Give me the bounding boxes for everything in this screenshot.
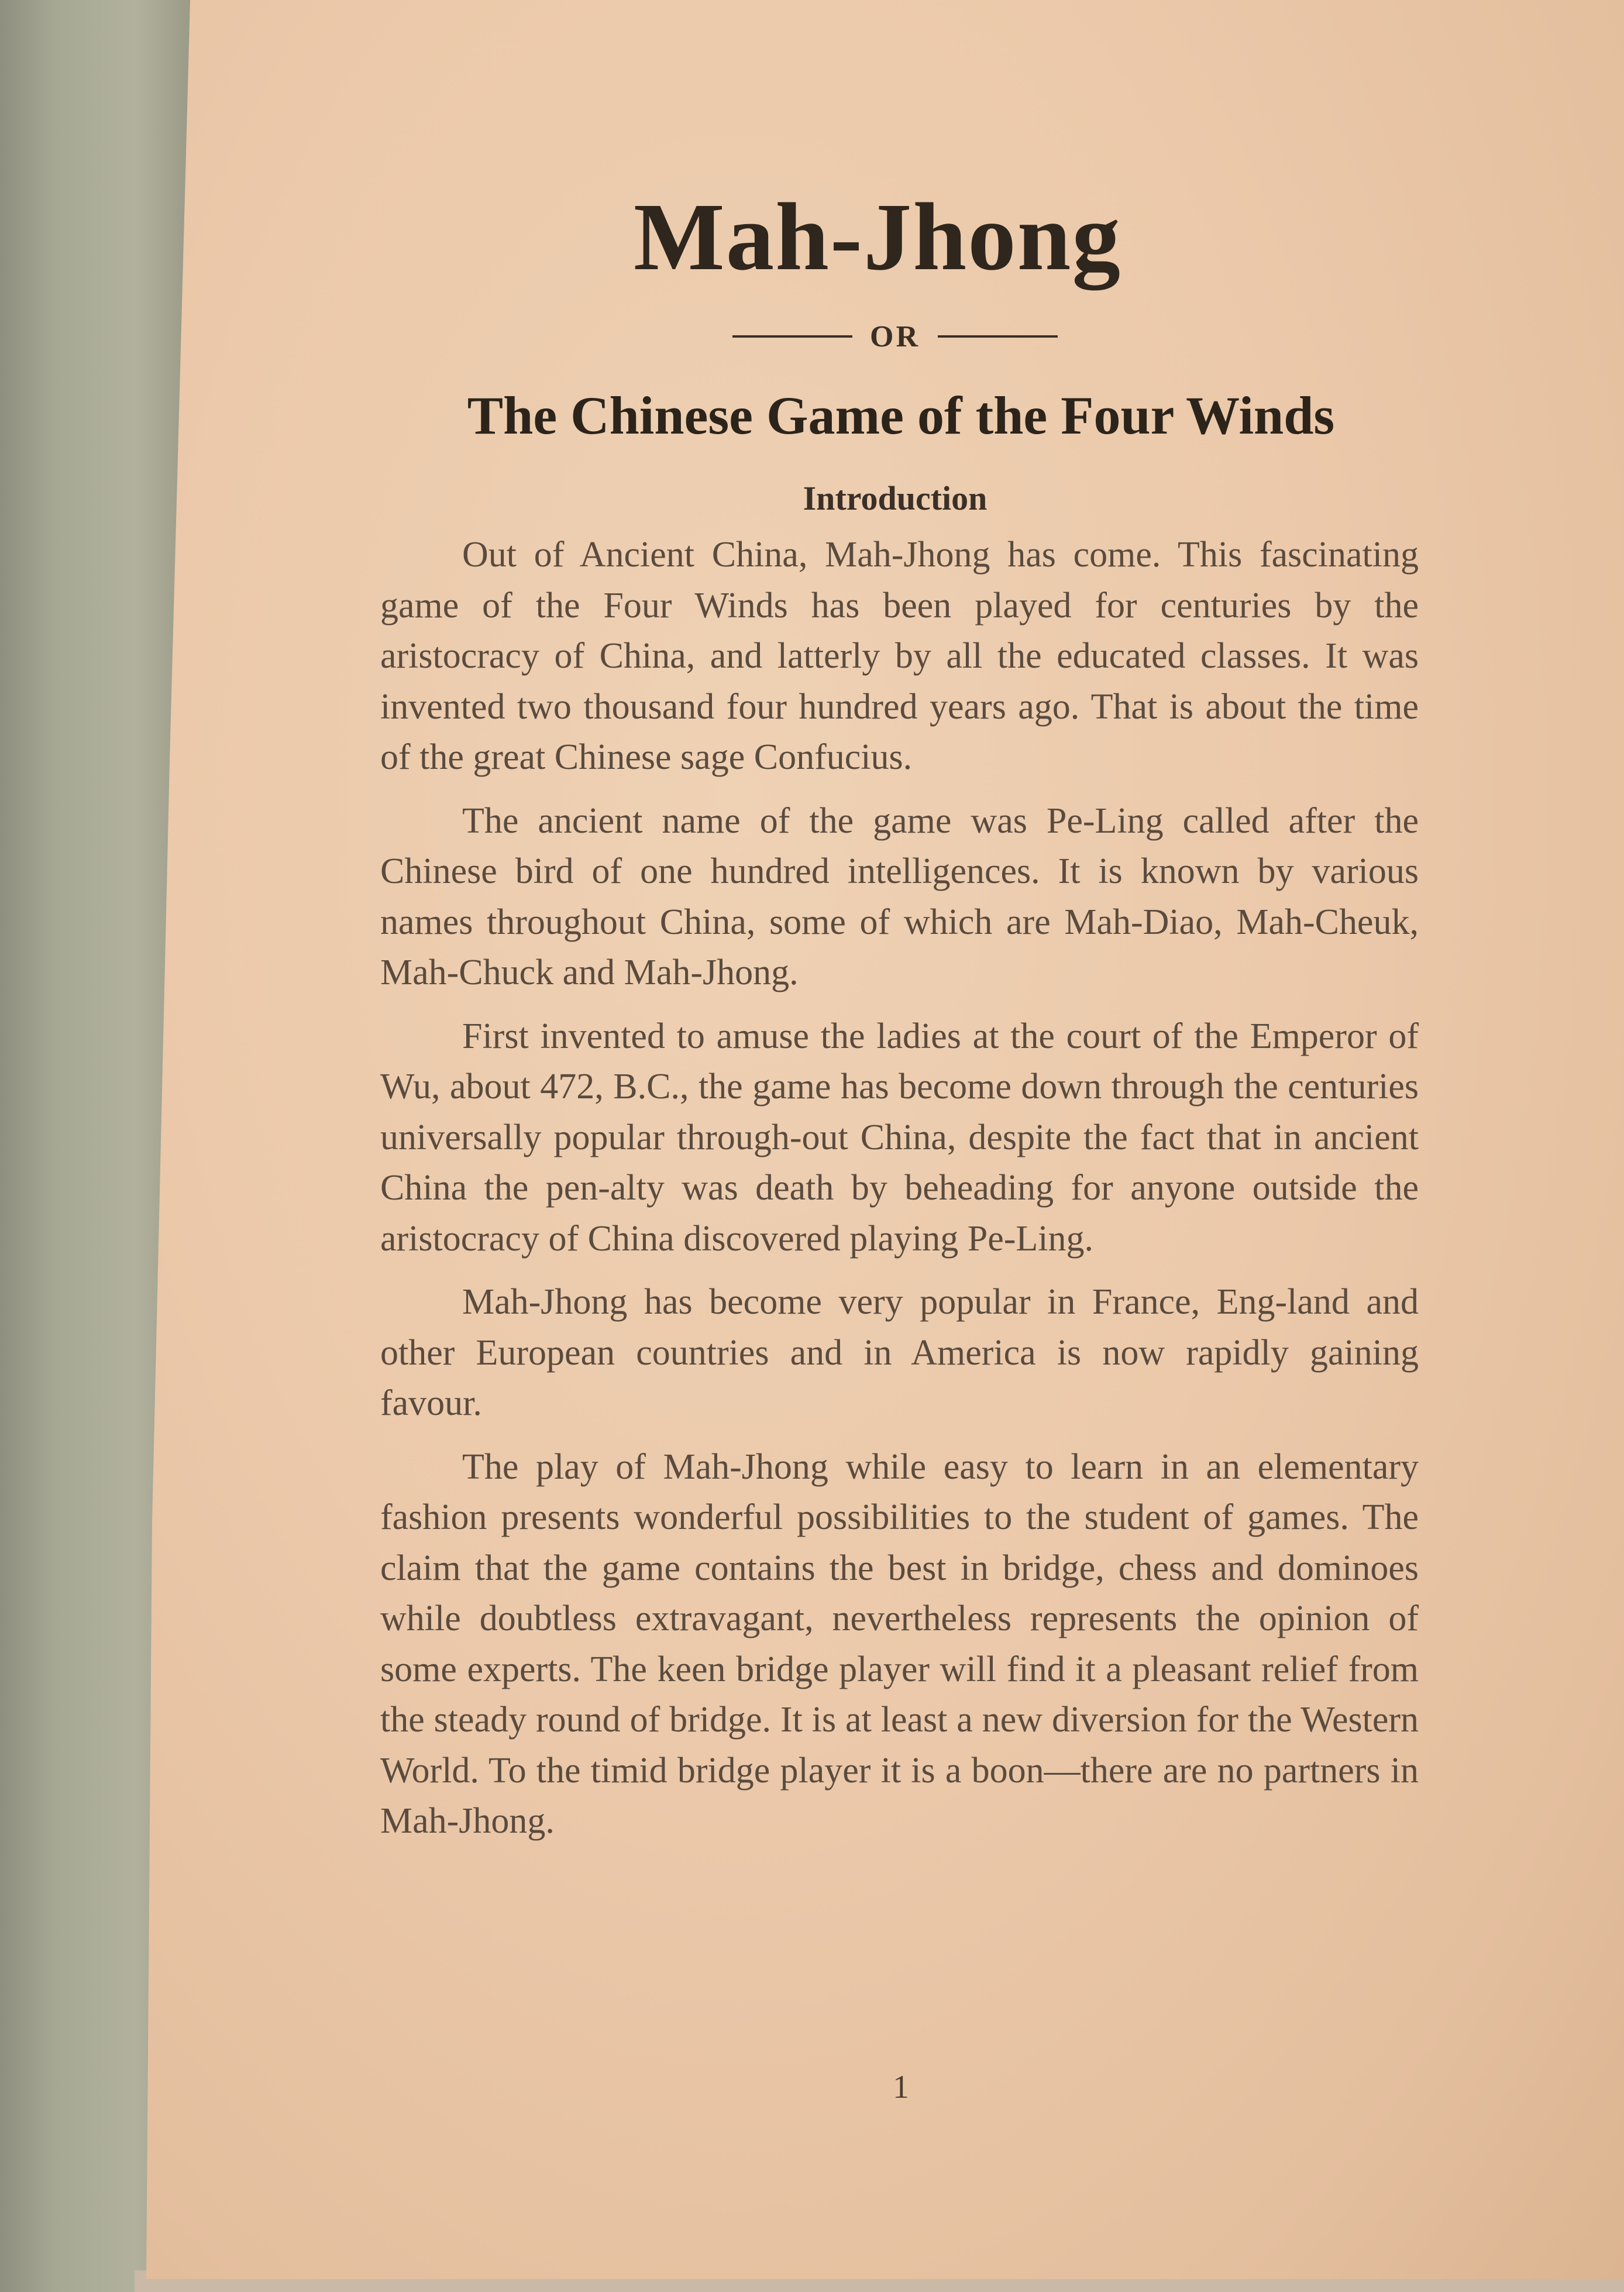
section-heading: Introduction — [803, 479, 988, 517]
paragraph: The ancient name of the game was Pe-Ling called after the Chinese bird of one hundred intelligences. It is known by various names throughout China, some of which are Mah-Diao, Mah-Cheuk, Mah-Chuck and Mah-Jhong. — [380, 800, 1419, 992]
separator-rule-left — [732, 335, 852, 338]
paragraph: First invented to amuse the ladies at the court of the Emperor of Wu, about 472, B.C., the game has become down through the centuries universally popular through-out China, despite the fact that in ancient China the pen-alty was death by beheading for anyone outside the aristocracy of China discovered playing Pe-Ling. — [380, 1016, 1419, 1259]
page-subtitle: The Chinese Game of the Four Winds — [467, 386, 1335, 445]
or-separator — [725, 319, 1065, 354]
page-title: Mah-Jhong — [634, 183, 1121, 290]
separator-text: OR — [870, 319, 920, 353]
paragraph: Out of Ancient China, Mah-Jhong has come. This fascinating game of the Four Winds has been played for centuries by the aristocracy of China, and latterly by all the educated classes. It was invented two thousand four hundred years ago. That is about the time of the great Chinese sage Confucius. — [380, 535, 1419, 777]
separator-rule-right — [938, 335, 1058, 338]
body-text — [380, 530, 1419, 1860]
paragraph: The play of Mah-Jhong while easy to learn in an elementary fashion presents wonderful possibilities to the student of games. The claim that the game contains the best in bridge, chess and dominoes while doubtless extravagant, nevertheless represents the opinion of some experts. The keen bridge player will find it a pleasant relief from the steady round of bridge. It is at least a new diversion for the Western World. To the timid bridge player it is a boon—there are no partners in Mah-Jhong. — [380, 1446, 1419, 1841]
paragraph: Mah-Jhong has become very popular in France, Eng-land and other European countries and in America is now rapidly gaining favour. — [380, 1282, 1419, 1423]
page-number: 1 — [893, 2069, 909, 2105]
